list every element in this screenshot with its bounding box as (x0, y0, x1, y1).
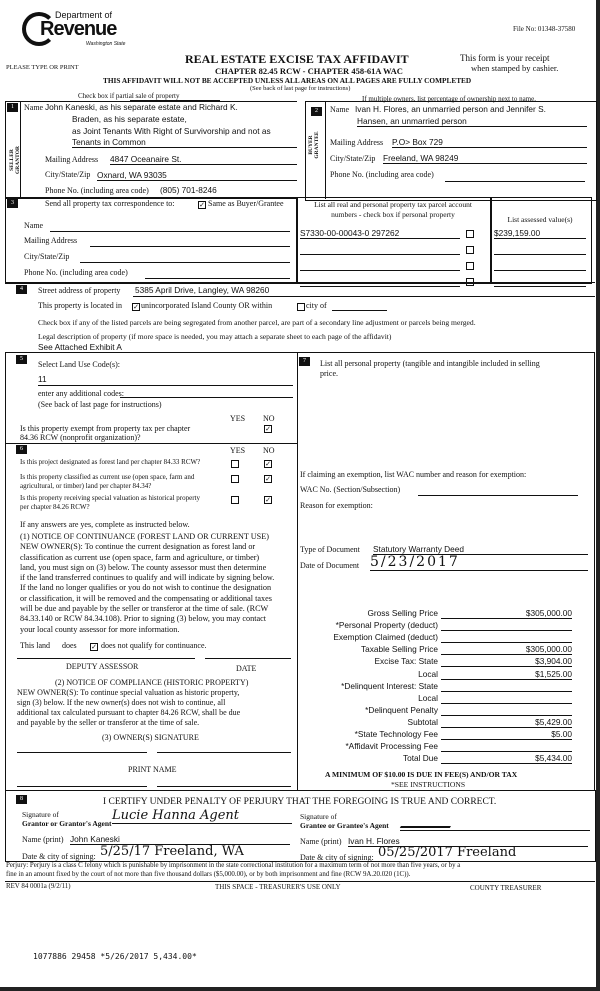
reason-label: Reason for exemption: (300, 501, 373, 510)
multiple-owners-note: If multiple owners, list percentage of ownership next to name. (362, 95, 536, 103)
corr-name-field[interactable] (50, 231, 290, 232)
seller-city-field[interactable]: Oxnard, WA 93035 (97, 170, 297, 181)
send-correspondence-label: Send all property tax correspondence to: (45, 199, 175, 208)
parcel-number-field[interactable]: S7330-00-00043-0 297262 (300, 228, 460, 239)
print-name-label: PRINT NAME (128, 765, 177, 774)
section-5-badge: 5 (16, 355, 27, 364)
question-no-checkbox[interactable] (264, 460, 272, 468)
notice-line: your local county assessor for more information. (20, 624, 180, 634)
perjury-notice: Perjury: Perjury is a class C felony which is punishable by imprisonment in the state correctional institution for a maximum term of not more than five years, or by a (6, 862, 461, 869)
divider (5, 352, 6, 790)
tax-row-value[interactable] (441, 620, 572, 631)
tax-row-value[interactable]: $305,000.00 (441, 608, 572, 619)
buyer-phone-field[interactable] (445, 172, 585, 182)
assessed-value-field[interactable] (494, 260, 586, 271)
divider (5, 881, 595, 882)
tax-row-label: Taxable Selling Price (360, 644, 438, 655)
section-8-badge: 8 (16, 795, 27, 804)
seller-phone-label: Phone No. (including area code) (45, 186, 149, 195)
tax-row-value[interactable] (441, 741, 572, 752)
section-2-badge: 2 (311, 107, 322, 116)
owner-signature-line[interactable] (157, 752, 291, 753)
notice-line: 84.33.140 or RCW 84.34.108). Prior to signing (3) below, you may contact (20, 614, 267, 624)
date-line[interactable] (205, 658, 291, 659)
grantee-agent-label: Grantee or Grantee's Agent (300, 821, 389, 830)
legal-description-field[interactable]: See Attached Exhibit A (38, 342, 122, 352)
parcel-number-field[interactable] (300, 260, 460, 271)
notice-line: NEW OWNER(S): To continue special valuation as historic property, (17, 688, 240, 697)
additional-codes-field[interactable] (120, 397, 293, 398)
located-label: This property is located in (38, 301, 122, 310)
unincorporated-checkbox[interactable] (132, 303, 140, 311)
if-any-yes-note: If any answers are yes, complete as instructed below. (20, 520, 190, 529)
doc-date-label: Date of Document (300, 561, 360, 570)
tax-row-label: *State Technology Fee (354, 729, 438, 739)
personal-property-checkbox[interactable] (466, 246, 474, 254)
buyer-name-line[interactable]: Ivan H. Flores, an unmarried person and Jennifer S. (355, 104, 546, 114)
tax-row-value[interactable]: $305,000.00 (441, 644, 572, 655)
seller-name-line[interactable]: Tenants in Common (72, 137, 297, 148)
buyer-name-line[interactable]: Hansen, an unmarried person (357, 116, 587, 127)
scan-edge-bottom (0, 987, 600, 991)
assessed-value-field[interactable] (494, 244, 586, 255)
designation-question: agricultural, or timber) land per chapter 84.34? (20, 482, 152, 490)
divider (5, 282, 595, 283)
divider (594, 352, 595, 790)
doc-type-field[interactable]: Statutory Warranty Deed (373, 544, 588, 555)
section-3-badge: 3 (7, 199, 18, 208)
grantee-name-field[interactable]: Ivan H. Flores (348, 836, 588, 847)
seller-name-line[interactable]: John Kaneski, as his separate estate and Richard K. (45, 102, 238, 112)
section-4-badge: 4 (16, 285, 27, 294)
doc-type-label: Type of Document (300, 545, 360, 554)
tax-row-value[interactable] (441, 693, 572, 704)
personal-property-label: price. (320, 369, 338, 378)
wac-label: WAC No. (Section/Subsection) (300, 485, 401, 494)
owner-signature-line[interactable] (17, 752, 147, 753)
tax-row-label: Gross Selling Price (367, 608, 438, 618)
notice-line: (2) NOTICE OF COMPLIANCE (HISTORIC PROPERTY) (55, 678, 249, 687)
seller-side-label: SELLER GRANTOR (9, 146, 21, 175)
tax-row-value[interactable] (441, 632, 572, 643)
grantee-date-label: Date & city of signing: (300, 853, 374, 862)
section-6-badge: 6 (16, 445, 27, 454)
cashier-stamp: 1077886 29458 *5/26/2017 5,434.00* (33, 952, 197, 961)
logo-state: Washington State (86, 41, 126, 47)
parcel-header-2: numbers - check box if personal property (331, 210, 455, 219)
see-instructions-note: *SEE INSTRUCTIONS (391, 780, 466, 789)
grantor-date-city-field[interactable]: 5/25/17 Freeland, WA (100, 844, 244, 859)
assessed-header: List assessed value(s) (507, 215, 573, 224)
additional-codes-label: enter any additional codes: (38, 389, 124, 398)
seller-phone-field[interactable]: (805) 701-8246 (160, 185, 217, 195)
grantor-signature-label: Signature of (22, 810, 59, 819)
corr-phone-field[interactable] (145, 278, 290, 279)
date-label: DATE (236, 664, 257, 673)
seller-mailing-label: Mailing Address (45, 155, 99, 164)
receipt-note-2: when stamped by cashier. (471, 63, 559, 73)
notice-line: NEW OWNER(S): To continue the current designation as forest land or (20, 542, 256, 552)
tax-row-label: *Delinquent Penalty (365, 704, 438, 715)
tax-row-value[interactable]: $3,904.00 (441, 656, 572, 667)
tax-row-label: Total Due (402, 753, 438, 764)
notice-line: If the land no longer qualifies or you do not wish to continue the designation (20, 583, 272, 593)
street-address-label: Street address of property (38, 286, 121, 295)
notice-line: or classification, it will be removed and the compensating or additional taxes (20, 593, 272, 603)
no-header: NO (263, 414, 275, 423)
grantee-name-label: Name (print) (300, 837, 342, 846)
instructions-note: (See back of last page for instructions) (250, 85, 351, 92)
tax-row-label: *Affidavit Processing Fee (345, 741, 438, 752)
land-use-code-field[interactable]: 11 (38, 374, 47, 384)
form-revision: REV 84 0001a (9/2/11) (6, 883, 71, 890)
corr-name-label: Name (24, 221, 44, 230)
owner-signature-label: (3) OWNER(S) SIGNATURE (102, 733, 199, 742)
street-line (133, 296, 595, 297)
this-land-label: This land (20, 641, 50, 650)
parcel-header-1: List all real and personal property tax parcel account (314, 200, 472, 209)
question-no-checkbox[interactable] (264, 475, 272, 483)
designation-question: per chapter 84.26 RCW? (20, 503, 90, 511)
seller-name-line[interactable]: as Joint Tenants With Right of Survivorship and not as (72, 126, 271, 136)
notice-line: additional tax calculated pursuant to chapter 84.26 RCW, shall be due (17, 708, 241, 717)
grantor-name-field[interactable]: John Kaneski (70, 834, 290, 845)
divider (5, 352, 595, 353)
seller-city-label: City/State/Zip (45, 170, 91, 179)
form-title: REAL ESTATE EXCISE TAX AFFIDAVIT (185, 52, 409, 66)
section-1-badge: 1 (7, 103, 18, 112)
designation-question: Is this project designated as forest land per chapter 84.33 RCW? (20, 458, 201, 466)
tax-row-label: *Delinquent Interest: State (341, 680, 438, 691)
notice-line: land, you must sign on (3) below. The county assessor must then determine (20, 562, 267, 572)
city-label: city of (306, 301, 327, 310)
wac-field[interactable] (418, 495, 578, 496)
designation-question: Is this property receiving special valuation as historical property (20, 494, 201, 502)
tax-row-value[interactable]: $5,429.00 (441, 717, 572, 728)
grantor-name-label: Name (print) (22, 835, 64, 844)
buyer-city-label: City/State/Zip (330, 154, 376, 163)
notice-line: and payable by the seller or transferor at the time of sale. (17, 718, 200, 727)
question-no-checkbox[interactable] (264, 496, 272, 504)
city-field[interactable] (332, 310, 387, 311)
tax-row-value[interactable] (441, 681, 572, 692)
grantor-agent-label: Grantor or Grantor's Agent (22, 819, 112, 828)
logo-dept: Department of (55, 10, 113, 20)
exempt-question: Is this property exempt from property tax per chapter (20, 424, 191, 433)
tax-row-value[interactable]: $5.00 (441, 729, 572, 740)
grantee-signature-label: Signature of (300, 812, 337, 821)
question-yes-checkbox[interactable] (231, 496, 239, 504)
partial-sale-label: Check box if partial sale of property (78, 92, 180, 100)
grantor-date-label: Date & city of signing: (22, 852, 96, 861)
yes-header: YES (230, 414, 246, 423)
file-number: File No: 01348-37580 (513, 25, 576, 33)
tax-row-label: Local (418, 668, 438, 679)
city-checkbox[interactable] (297, 303, 305, 311)
form-chapter: CHAPTER 82.45 RCW - CHAPTER 458-61A WAC (215, 66, 403, 76)
buyer-mailing-field[interactable]: P.O> Box 729 (392, 137, 587, 148)
same-as-buyer-checkbox[interactable] (198, 201, 206, 209)
minimum-due-note: A MINIMUM OF $10.00 IS DUE IN FEE(S) AND/OR TAX (325, 770, 518, 779)
notice-of-compliance (17, 678, 248, 728)
receipt-note-1: This form is your receipt (460, 53, 550, 63)
deputy-assessor-line[interactable] (17, 658, 195, 659)
seller-name-label: Name (24, 103, 44, 112)
section-7-badge: 7 (299, 357, 310, 366)
tax-row-value[interactable] (441, 705, 572, 716)
legal-description-label: Legal description of property (if more space is needed, you may attach a separate sheet to each page of the affidavit) (38, 332, 392, 341)
divider (297, 352, 298, 790)
notice-line: sign (3) below. If the new owner(s) does not wish to continue, all (17, 698, 226, 707)
exempt-question: 84.36 RCW (nonprofit organization)? (20, 433, 141, 442)
notice-line: if the land transferred continues to qualify and will indicate by signing below. (20, 573, 275, 583)
tax-row-value[interactable]: $5,434.00 (441, 753, 572, 764)
buyer-name-label: Name (330, 105, 350, 114)
seller-name-line[interactable]: Braden, as his separate estate, (72, 114, 187, 124)
tax-row-label: Subtotal (407, 716, 438, 727)
notice-line: classification as current use (open space, farm and agriculture, or timber) (20, 552, 260, 562)
logo-wordmark: Revenue (40, 18, 117, 40)
personal-property-checkbox[interactable] (466, 230, 474, 238)
assessed-value-field[interactable]: $239,159.00 (494, 228, 586, 239)
corr-mailing-field[interactable] (90, 246, 290, 247)
corr-city-label: City/State/Zip (24, 252, 70, 261)
exempt-no-checkbox[interactable] (264, 425, 272, 433)
designation-question: Is this property classified as current use (open space, farm and (20, 473, 195, 481)
buyer-mailing-label: Mailing Address (330, 138, 384, 147)
grantor-signature[interactable]: Lucie Hanna Agent (112, 808, 292, 824)
grantee-signature-scribble[interactable] (400, 810, 460, 828)
notice-line: (1) NOTICE OF CONTINUANCE (FOREST LAND OR CURRENT USE) (20, 532, 269, 541)
seller-mailing-field[interactable]: 4847 Oceanaire St. (110, 154, 297, 165)
grantee-date-city-field[interactable]: 05/25/2017 Freeland (378, 845, 517, 860)
personal-property-checkbox[interactable] (466, 262, 474, 270)
land-use-line (38, 385, 293, 386)
grantee-signature-line (400, 830, 590, 831)
tax-row-label: Exemption Claimed (deduct) (333, 632, 438, 643)
doc-date-field[interactable]: 5/23/2017 (370, 554, 588, 571)
treasurer-use-label: THIS SPACE - TREASURER'S USE ONLY (215, 883, 341, 891)
yes-header: YES (230, 446, 246, 455)
perjury-notice: fine in an amount fixed by the court of not more than five thousand dollars ($5,000.00), or by both imprisonment and fine (RCW 9A.20.020 (1C)). (6, 871, 411, 878)
completion-warning: THIS AFFIDAVIT WILL NOT BE ACCEPTED UNLESS ALL AREAS ON ALL PAGES ARE FULLY COMPLETED (103, 76, 472, 85)
does-not-label: does not qualify for continuance. (101, 641, 207, 650)
divider (325, 101, 326, 199)
tax-row-label: *Personal Property (deduct) (335, 620, 438, 631)
notice-of-continuance (20, 532, 274, 635)
does-not-checkbox[interactable] (90, 643, 98, 651)
corr-mailing-label: Mailing Address (24, 236, 78, 245)
land-use-instructions: (See back of last page for instructions) (38, 400, 162, 409)
question-yes-checkbox[interactable] (231, 460, 239, 468)
divider (5, 443, 297, 444)
unincorporated-label: unincorporated Island County OR within (141, 301, 273, 310)
tax-row-value[interactable]: $1,525.00 (441, 669, 572, 680)
corr-phone-label: Phone No. (including area code) (24, 268, 128, 277)
buyer-side-label: BUYER GRANTEE (308, 131, 320, 159)
county-treasurer-label: COUNTY TREASURER (470, 884, 542, 892)
print-name-line[interactable] (17, 786, 147, 787)
street-address-field[interactable]: 5385 April Drive, Langley, WA 98260 (135, 285, 270, 295)
tax-row-label: Local (418, 692, 438, 703)
notice-line: will be due and payable by the seller or transferor at the time of sale. (RCW (20, 604, 269, 614)
land-use-label: Select Land Use Code(s): (38, 360, 120, 369)
buyer-city-field[interactable]: Freeland, WA 98249 (383, 153, 587, 164)
exemption-label: If claiming an exemption, list WAC number and reason for exemption: (300, 470, 527, 479)
segregated-note: Check box if any of the listed parcels are being segregated from another parcel, are part of a secondary line adjustment or parcels being merged. (38, 318, 476, 327)
question-yes-checkbox[interactable] (231, 475, 239, 483)
please-type: PLEASE TYPE OR PRINT (6, 64, 79, 71)
print-name-line[interactable] (157, 786, 291, 787)
same-as-buyer-label: Same as Buyer/Grantee (208, 199, 284, 208)
parcel-number-field[interactable] (300, 244, 460, 255)
personal-property-label: List all personal property (tangible and intangible included in selling (320, 359, 540, 368)
certify-statement: I CERTIFY UNDER PENALTY OF PERJURY THAT THE FOREGOING IS TRUE AND CORRECT. (103, 797, 497, 807)
does-label: does (62, 641, 77, 650)
buyer-phone-label: Phone No. (including area code) (330, 170, 434, 179)
no-header: NO (263, 446, 275, 455)
tax-row-label: Excise Tax: State (374, 656, 438, 667)
corr-city-field[interactable] (80, 262, 290, 263)
deputy-assessor-label: DEPUTY ASSESSOR (66, 662, 139, 671)
